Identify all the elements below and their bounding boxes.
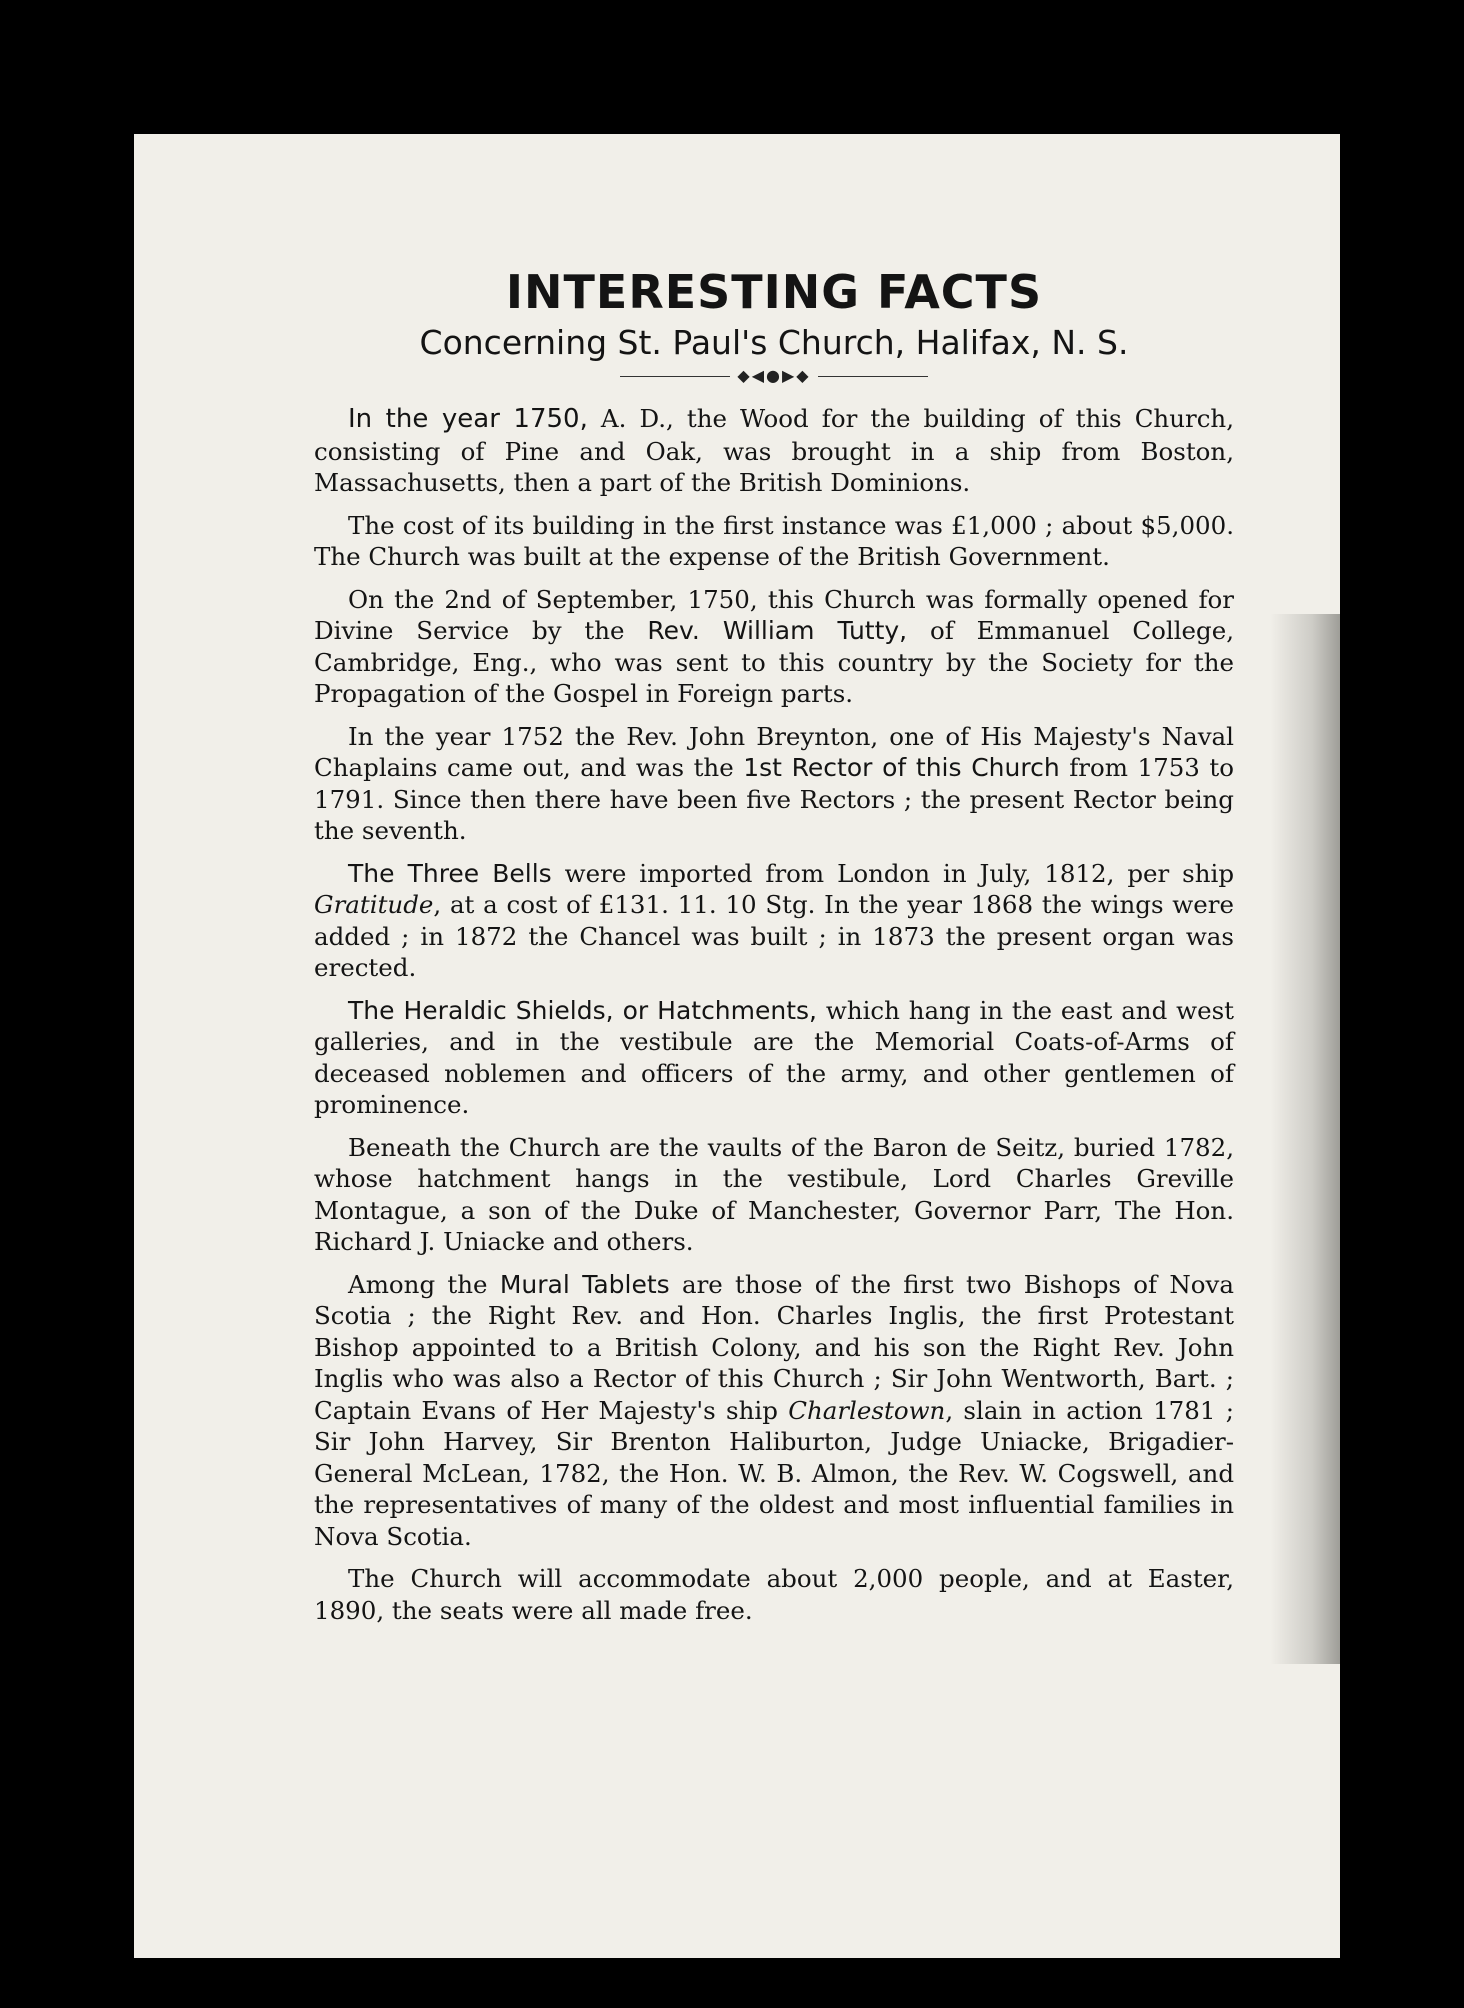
ship-name: Charlestown [788,1395,946,1425]
paragraph-text: , slain in action 1781 ; Sir John Harvey, Sir Brenton Haliburton, Judge Uniacke, Brigadier-General McLean, 1782, the Hon. W. B. Almon, the Rev. W. Cogswell, and the representatives of many of the oldest and most influential families in Nova Scotia. [314,1395,1235,1551]
paragraph-bells [314,858,1234,984]
paragraph-rector [314,721,1234,847]
paragraph-wood [314,403,1234,499]
page-stain [1270,614,1340,1664]
page-subtitle: Concerning St. Paul's Church, Halifax, N. S. [419,322,1129,362]
ornament-glyph: ◆◀●▶◆ [737,366,811,386]
paragraph-cost [314,510,1234,573]
paragraph-text: On the 2nd of September, 1750, this Church was formally opened for Divine Service by the [314,584,1234,646]
paragraph-accommodation [314,1563,1234,1626]
paragraph-mural-tablets [314,1269,1234,1553]
ornament-rule-right [818,376,928,377]
highlight-mural-tablets: Mural Tablets [499,1269,670,1299]
paragraph-text: were imported from London in July, 1812, per ship [551,858,1234,888]
paragraph-text: Among the [348,1269,500,1299]
title-ornament [314,366,1234,385]
paragraph-vaults [314,1132,1234,1258]
paragraph-text: from 1753 to 1791. Since then there have been five Rectors ; the present Rector being the seventh. [314,753,1235,846]
paragraph-text: In the year 1752 the Rev. John Breynton, one of His Majesty's Naval Chaplains came out, and was the [314,721,1234,783]
page-title: INTERESTING FACTS [505,265,1043,319]
paragraph-text: Beneath the Church are the vaults of the Baron de Seitz, buried 1782, whose hatchment hangs in the vestibule, Lord Charles Greville Montague, a son of the Duke of Manchester, Governor Parr, The Hon. Richard J. Uniacke and others. [314,1132,1234,1257]
document-page [134,134,1340,1958]
paragraph-text: A. D., the Wood for the building of this Church, consisting of Pine and Oak, was brought in a ship from Boston, Massachusetts, then a part of the British Dominions. [314,404,1234,498]
paragraph-hatchments [314,995,1234,1121]
paragraph-text: of Emmanuel College, Cambridge, Eng., who was sent to this country by the Society for the Propagation of the Gospel in Foreign parts. [314,616,1234,709]
name-william-tutty: Rev. William Tutty, [647,616,908,646]
lead-heraldic-shields: The Heraldic Shields, or Hatchments, [348,995,818,1025]
paragraph-text: are those of the first two Bishops of Nova Scotia ; the Right Rev. and Hon. Charles Inglis, the first Protestant Bishop appointed to a British Colony, and his son the Right Rev. John Inglis who was also a Rector of this Church ; Sir John Wentworth, Bart. ; Captain Evans of Her Majesty's ship [314,1269,1234,1425]
paragraph-text: The cost of its building in the first instance was £1,000 ; about $5,000. The Church was built at the expense of the British Government. [314,510,1234,572]
document-content [314,266,1234,1637]
paragraph-text: , at a cost of £131. 11. 10 Stg. In the year 1868 the wings were added ; in 1872 the Chancel was built ; in 1873 the present organ was erected. [314,890,1234,983]
highlight-first-rector: 1st Rector of this Church [743,753,1060,783]
lead-year-1750: In the year 1750, [348,404,588,435]
ornament-rule-left [620,376,730,377]
ship-name: Gratitude [314,890,434,920]
paragraph-text: which hang in the east and west galleries, and in the vestibule are the Memorial Coats-of-Arms of deceased noblemen and officers of the army, and other gentlemen of prominence. [314,995,1234,1120]
lead-three-bells: The Three Bells [348,858,552,888]
paragraph-text: The Church will accommodate about 2,000 people, and at Easter, 1890, the seats were all made free. [314,1564,1234,1625]
paragraph-opening [314,584,1234,710]
